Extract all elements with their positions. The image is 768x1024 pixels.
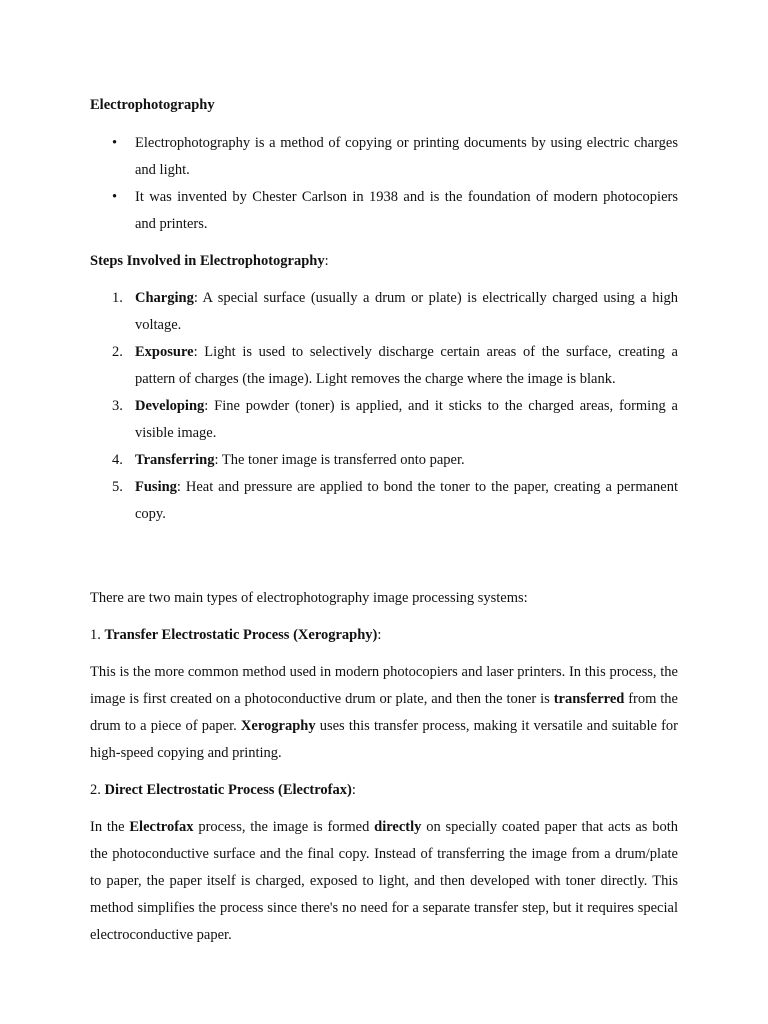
intro-bullet-list: [90, 130, 678, 238]
type1-heading-colon: :: [377, 627, 382, 643]
step-text: : A special surface (usually a drum or plate) is electrically charged using a high voltage.: [135, 290, 678, 333]
steps-list: [90, 285, 678, 528]
type2-bold-electrofax: Electrofax: [129, 819, 194, 835]
type1-bold-xerography: Xerography: [240, 718, 316, 734]
type1-text-2: from the drum to a piece of paper.: [90, 691, 678, 734]
document-body: [90, 92, 678, 949]
spacer: [90, 804, 678, 814]
type1-text-1: This is the more common method used in modern photocopiers and laser printers. In this process, the image is first created on a photoconductive drum or plate, and then the toner is: [90, 664, 678, 707]
types-intro: There are two main types of electrophotography image processing systems:: [90, 590, 528, 606]
step-text: : Light is used to selectively discharge certain areas of the surface, creating a pattern of charges (the image). Light removes the charge where the image is blank.: [135, 344, 678, 387]
step-number: 4.: [112, 452, 123, 468]
step-term: Transferring: [135, 452, 215, 468]
step-term: Charging: [135, 290, 194, 306]
type2-text-1: In the: [90, 819, 130, 835]
bullet-icon: •: [112, 135, 118, 151]
list-item: [90, 474, 678, 528]
type1-heading-text: Transfer Electrostatic Process (Xerography): [104, 627, 378, 643]
type2-text-3: on specially coated paper that acts as both the photoconductive surface and the final copy. Instead of transferring the image from a drum/plate to paper, the paper itself is charged, exposed to light, and then developed with toner directly. This method simplifies the process since there's no need for a separate transfer step, but it requires special electroconductive paper.: [90, 819, 678, 943]
type2-number: 2.: [90, 782, 105, 798]
type2-text-2: process, the image is formed: [193, 819, 375, 835]
title-text: Electrophotography: [90, 97, 215, 113]
spacer: [90, 767, 678, 777]
type1-heading: [90, 622, 678, 649]
step-term: Exposure: [135, 344, 194, 360]
spacer: [90, 612, 678, 622]
step-number: 2.: [112, 344, 123, 360]
type1-bold-transferred: transferred: [553, 691, 625, 707]
type2-bold-directly: directly: [374, 819, 422, 835]
spacer: [90, 528, 678, 585]
spacer: [90, 649, 678, 659]
type2-paragraph: [90, 814, 678, 949]
bullet-icon: •: [112, 189, 118, 205]
step-number: 3.: [112, 398, 123, 414]
step-number: 5.: [112, 479, 123, 495]
step-term: Fusing: [135, 479, 177, 495]
list-item: [90, 339, 678, 393]
steps-heading: [90, 248, 678, 275]
bullet-text: Electrophotography is a method of copying or printing documents by using electric charges and light.: [135, 135, 678, 178]
type2-heading: [90, 777, 678, 804]
list-item: [90, 130, 678, 184]
type2-heading-colon: :: [351, 782, 356, 798]
step-text: : The toner image is transferred onto paper.: [214, 452, 465, 468]
list-item: [90, 447, 678, 474]
step-text: : Heat and pressure are applied to bond the toner to the paper, creating a permanent copy.: [135, 479, 678, 522]
type1-text-3: uses this transfer process, making it versatile and suitable for high-speed copying and printing.: [90, 718, 679, 761]
steps-heading-text: Steps Involved in Electrophotography: [90, 253, 325, 269]
steps-heading-colon: :: [324, 253, 329, 269]
list-item: [90, 184, 678, 238]
type2-heading-text: Direct Electrostatic Process (Electrofax): [104, 782, 352, 798]
document-title: [90, 92, 678, 119]
step-number: 1.: [112, 290, 123, 306]
list-item: [90, 393, 678, 447]
type1-paragraph: [90, 659, 678, 767]
step-term: Developing: [135, 398, 205, 414]
step-text: : Fine powder (toner) is applied, and it sticks to the charged areas, forming a visible image.: [135, 398, 678, 441]
list-item: [90, 285, 678, 339]
type1-number: 1.: [90, 627, 105, 643]
bullet-text: It was invented by Chester Carlson in 1938 and is the foundation of modern photocopiers and printers.: [135, 189, 678, 232]
